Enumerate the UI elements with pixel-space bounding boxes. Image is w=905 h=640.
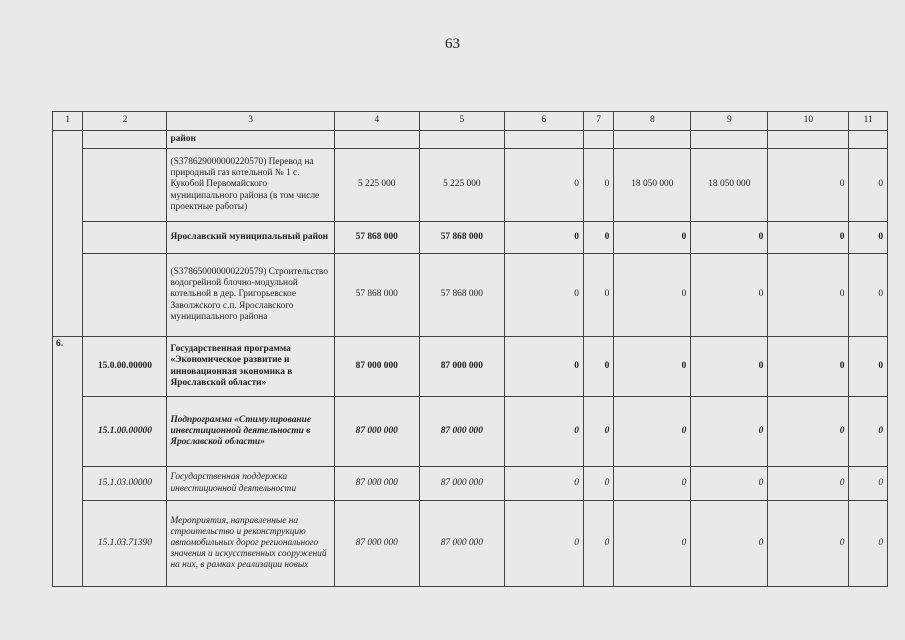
cell-col7: 0 bbox=[583, 222, 613, 254]
row-name: район bbox=[167, 131, 334, 149]
cell-col9: 0 bbox=[691, 501, 768, 587]
row-code bbox=[83, 131, 167, 149]
cell-col4: 57 868 000 bbox=[334, 254, 419, 337]
table-row bbox=[53, 131, 888, 149]
cell-col4: 87 000 000 bbox=[334, 397, 419, 467]
column-header: 7 bbox=[583, 112, 613, 131]
cell-col7: 0 bbox=[583, 501, 613, 587]
cell-col6: 0 bbox=[504, 467, 583, 501]
cell-col10: 0 bbox=[768, 467, 849, 501]
table-row bbox=[53, 337, 888, 397]
cell-col7: 0 bbox=[583, 467, 613, 501]
row-code bbox=[83, 149, 167, 222]
budget-table bbox=[52, 111, 888, 587]
cell-col10: 0 bbox=[768, 149, 849, 222]
row-code: 15.0.00.00000 bbox=[83, 337, 167, 397]
row-code: 15.1.03.00000 bbox=[83, 467, 167, 501]
cell-col8: 0 bbox=[614, 397, 691, 467]
cell-col7 bbox=[583, 131, 613, 149]
cell-col8: 0 bbox=[614, 501, 691, 587]
cell-col4: 87 000 000 bbox=[334, 501, 419, 587]
column-header: 8 bbox=[614, 112, 691, 131]
cell-col6: 0 bbox=[504, 222, 583, 254]
column-header: 2 bbox=[83, 112, 167, 131]
column-header: 3 bbox=[167, 112, 334, 131]
cell-col9: 18 050 000 bbox=[691, 149, 768, 222]
cell-col4: 87 000 000 bbox=[334, 337, 419, 397]
cell-col7: 0 bbox=[583, 337, 613, 397]
cell-col6 bbox=[504, 131, 583, 149]
cell-col8: 0 bbox=[614, 337, 691, 397]
row-number: 6. bbox=[53, 337, 83, 587]
cell-col10 bbox=[768, 131, 849, 149]
row-code: 15.1.00.00000 bbox=[83, 397, 167, 467]
cell-col10: 0 bbox=[768, 254, 849, 337]
cell-col4: 5 225 000 bbox=[334, 149, 419, 222]
table-row bbox=[53, 149, 888, 222]
cell-col5: 87 000 000 bbox=[419, 467, 504, 501]
cell-col10: 0 bbox=[768, 501, 849, 587]
cell-col9: 0 bbox=[691, 254, 768, 337]
cell-col9 bbox=[691, 131, 768, 149]
cell-col7: 0 bbox=[583, 149, 613, 222]
column-header: 6 bbox=[504, 112, 583, 131]
cell-col7: 0 bbox=[583, 397, 613, 467]
column-header: 4 bbox=[334, 112, 419, 131]
cell-col5 bbox=[419, 131, 504, 149]
row-number bbox=[53, 131, 83, 337]
cell-col6: 0 bbox=[504, 501, 583, 587]
cell-col10: 0 bbox=[768, 337, 849, 397]
row-name: (S378629000000220570) Перевод на природный газ котельной № 1 с. Кукобой Первомайского муниципального района (в том числе проектные работы) bbox=[167, 149, 334, 222]
cell-col11: 0 bbox=[849, 222, 888, 254]
row-code bbox=[83, 222, 167, 254]
cell-col11: 0 bbox=[849, 397, 888, 467]
cell-col5: 87 000 000 bbox=[419, 501, 504, 587]
cell-col5: 57 868 000 bbox=[419, 254, 504, 337]
row-name: Государственная программа «Экономическое развитие и инновационная экономика в Ярославской области» bbox=[167, 337, 334, 397]
cell-col6: 0 bbox=[504, 337, 583, 397]
table-row bbox=[53, 254, 888, 337]
row-name: Ярославский муниципальный район bbox=[167, 222, 334, 254]
cell-col6: 0 bbox=[504, 397, 583, 467]
cell-col8 bbox=[614, 131, 691, 149]
column-header: 1 bbox=[53, 112, 83, 131]
table-row bbox=[53, 467, 888, 501]
cell-col11: 0 bbox=[849, 149, 888, 222]
cell-col8: 0 bbox=[614, 467, 691, 501]
cell-col4: 87 000 000 bbox=[334, 467, 419, 501]
table-row bbox=[53, 501, 888, 587]
cell-col5: 87 000 000 bbox=[419, 397, 504, 467]
cell-col11: 0 bbox=[849, 337, 888, 397]
cell-col10: 0 bbox=[768, 222, 849, 254]
column-header: 10 bbox=[768, 112, 849, 131]
cell-col11: 0 bbox=[849, 254, 888, 337]
cell-col10: 0 bbox=[768, 397, 849, 467]
cell-col9: 0 bbox=[691, 222, 768, 254]
page-number: 63 bbox=[445, 36, 460, 52]
table-row bbox=[53, 397, 888, 467]
table-row bbox=[53, 222, 888, 254]
row-name: Подпрограмма «Стимулирование инвестиционной деятельности в Ярославской области» bbox=[167, 397, 334, 467]
cell-col8: 0 bbox=[614, 254, 691, 337]
cell-col8: 0 bbox=[614, 222, 691, 254]
cell-col9: 0 bbox=[691, 337, 768, 397]
row-name: (S378650000000220579) Строительство водогрейной блочно-модульной котельной в дер. Григорьевское Заволжского с.п. Ярославского муниципального района bbox=[167, 254, 334, 337]
row-code bbox=[83, 254, 167, 337]
column-header: 9 bbox=[691, 112, 768, 131]
row-name: Мероприятия, направленные на строительство и реконструкцию автомобильных дорог регионального значения и искусственных сооружений на них, в рамках реализации новых bbox=[167, 501, 334, 587]
cell-col11: 0 bbox=[849, 501, 888, 587]
cell-col4: 57 868 000 bbox=[334, 222, 419, 254]
cell-col11: 0 bbox=[849, 467, 888, 501]
cell-col9: 0 bbox=[691, 397, 768, 467]
row-name: Государственная поддержка инвестиционной деятельности bbox=[167, 467, 334, 501]
cell-col5: 87 000 000 bbox=[419, 337, 504, 397]
cell-col9: 0 bbox=[691, 467, 768, 501]
cell-col11 bbox=[849, 131, 888, 149]
cell-col6: 0 bbox=[504, 149, 583, 222]
cell-col4 bbox=[334, 131, 419, 149]
column-header: 11 bbox=[849, 112, 888, 131]
cell-col5: 57 868 000 bbox=[419, 222, 504, 254]
cell-col5: 5 225 000 bbox=[419, 149, 504, 222]
row-code: 15.1.03.71390 bbox=[83, 501, 167, 587]
cell-col6: 0 bbox=[504, 254, 583, 337]
column-header: 5 bbox=[419, 112, 504, 131]
table-header-row bbox=[53, 112, 888, 131]
cell-col7: 0 bbox=[583, 254, 613, 337]
cell-col8: 18 050 000 bbox=[614, 149, 691, 222]
